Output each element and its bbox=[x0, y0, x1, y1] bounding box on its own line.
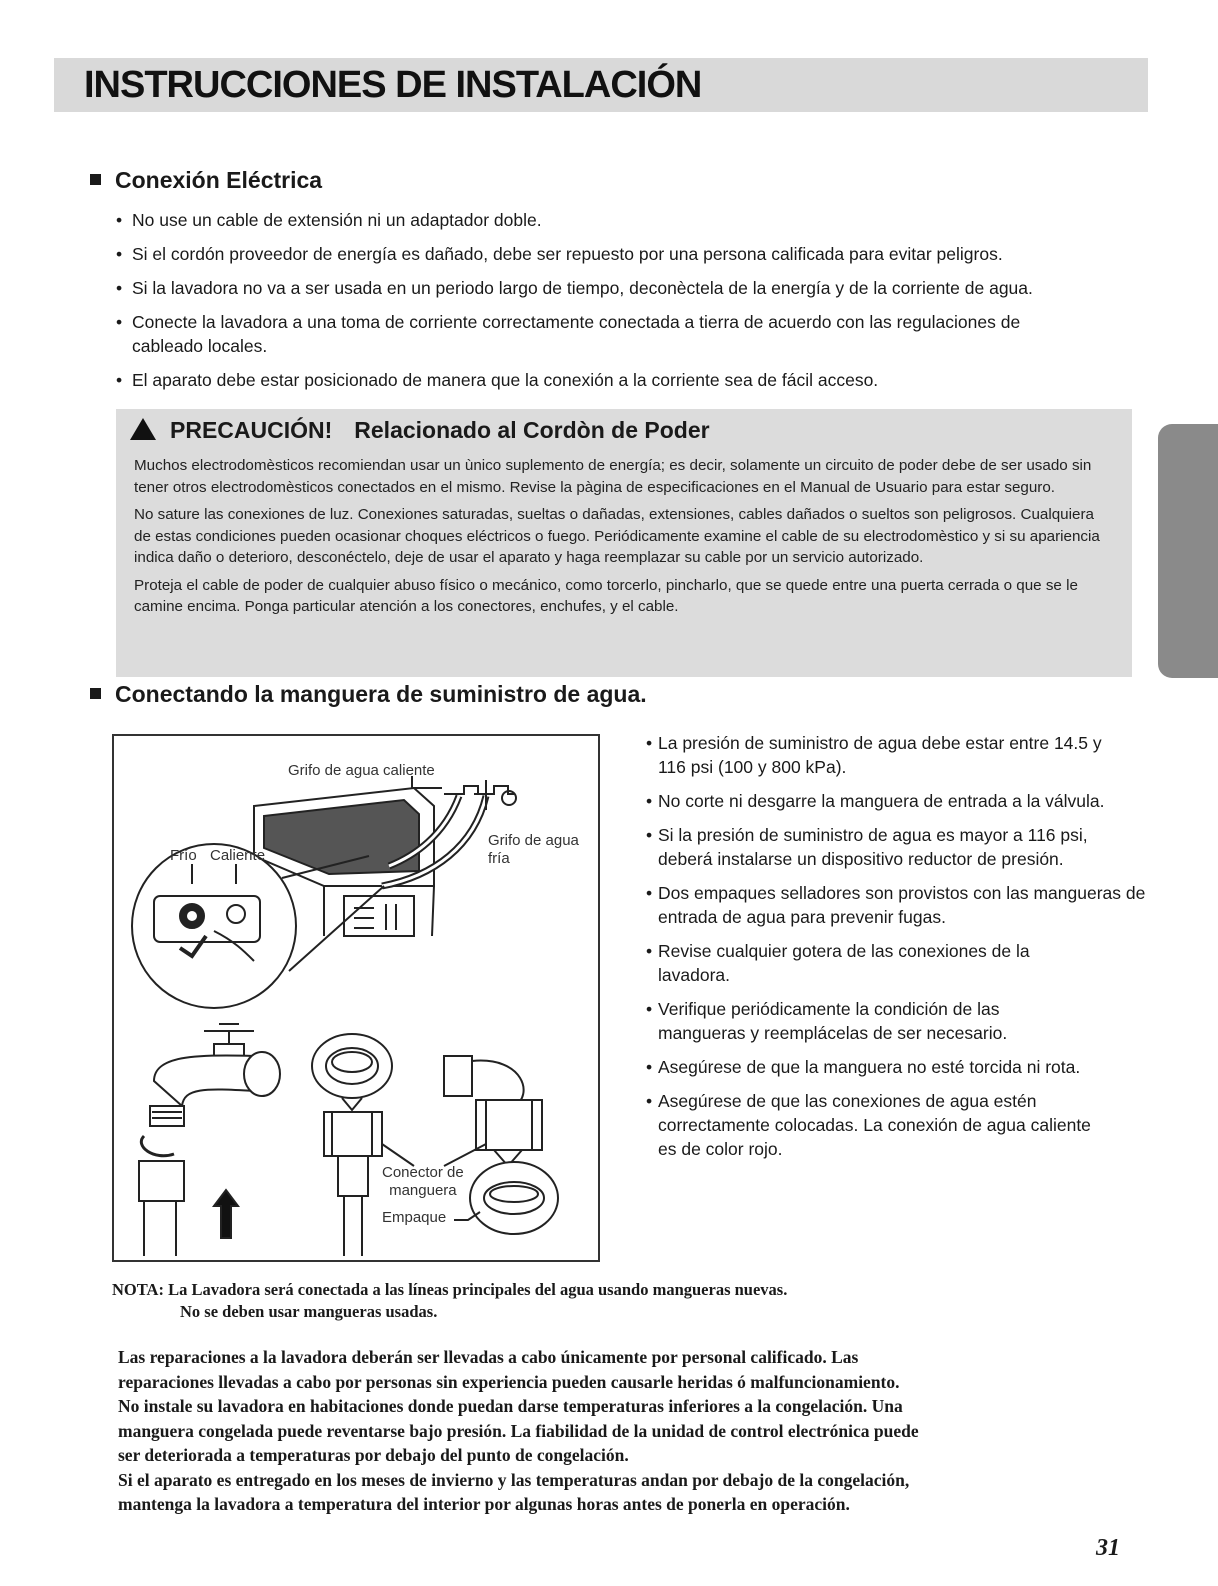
note-line: NOTA: La Lavadora será conectada a las líneas principales del agua usando mangueras nuevas. bbox=[112, 1280, 788, 1299]
list-item: • Conecte la lavadora a una toma de corriente correctamente conectada a tierra de acuerdo con las regulaciones de cableado locales. bbox=[116, 310, 1022, 358]
list-item: • Asegúrese de que la manguera no esté torcida ni rota. bbox=[646, 1055, 1088, 1079]
note-line: No se deben usar mangueras usadas. bbox=[180, 1302, 438, 1321]
section-heading-water: Conectando la manguera de suministro de agua. bbox=[90, 681, 647, 708]
section-heading-electrical: Conexión Eléctrica bbox=[90, 167, 322, 194]
label-cold: Frío bbox=[170, 847, 197, 864]
warning-triangle-icon bbox=[130, 418, 156, 440]
caution-title: PRECAUCIÓN! Relacionado al Cordòn de Poder bbox=[130, 417, 710, 444]
note bbox=[112, 1279, 787, 1323]
repairs-line: manguera congelada puede reventarse bajo presión. La fiabilidad de la unidad de control electrónica puede bbox=[118, 1420, 919, 1441]
caution-text bbox=[134, 455, 1104, 624]
electrical-bullet-list bbox=[116, 208, 1176, 402]
repairs-line: reparaciones llevadas a cabo por personas sin experiencia pueden causarle heridas ó malfuncionamiento. bbox=[118, 1371, 900, 1392]
list-item: • Asegúrese de que las conexiones de agua estén correctamente colocadas. La conexión de agua caliente es de color rojo. bbox=[646, 1089, 1108, 1161]
repairs-warning bbox=[118, 1345, 1078, 1517]
label-cold-tap: Grifo de agua fría bbox=[488, 832, 579, 867]
label-hot-tap: Grifo de agua caliente bbox=[288, 762, 435, 779]
list-item: • Dos empaques selladores son provistos con las mangueras de entrada de agua para prevenir fugas. bbox=[646, 881, 1146, 929]
water-connection-figure bbox=[112, 734, 600, 1262]
page-title: INSTRUCCIONES DE INSTALACIÓN bbox=[84, 64, 702, 106]
list-item: • La presión de suministro de agua debe estar entre 14.5 y 116 psi (100 y 800 kPa). bbox=[646, 731, 1118, 779]
label-gasket: Empaque bbox=[382, 1209, 447, 1226]
repairs-line: Si el aparato es entregado en los meses de invierno y las temperaturas andan por debajo de la congelación, bbox=[118, 1469, 910, 1490]
repairs-line: mantenga la lavadora a temperatura del interior por algunas horas antes de ponerla en operación. bbox=[118, 1494, 850, 1514]
label-hose-connector: Conector de manguera bbox=[382, 1164, 464, 1199]
repairs-line: ser deteriorada a temperaturas por debajo del punto de congelación. bbox=[118, 1445, 629, 1465]
list-item: • Si el cordón proveedor de energía es dañado, debe ser repuesto por una persona calificada para evitar peligros. bbox=[116, 242, 1176, 266]
chapter-side-tab bbox=[1158, 424, 1218, 678]
caution-paragraph: Muchos electrodomèsticos recomiendan usar un ùnico suplemento de energía; es decir, solamente un circuito de poder debe de ser usado sin tener otros electrodomèsticos conectados en el mismo. Revise la pàgina de especificaciones en el Manual de Usuario para estar seguro. bbox=[134, 457, 1092, 496]
list-item: • No use un cable de extensión ni un adaptador doble. bbox=[116, 208, 1176, 232]
list-item: • Si la presión de suministro de agua es mayor a 116 psi, deberá instalarse un dispositivo reductor de presión. bbox=[646, 823, 1088, 871]
page-number: 31 bbox=[1096, 1535, 1120, 1561]
repairs-line: Las reparaciones a la lavadora deberán ser llevadas a cabo únicamente por personal calificado. Las bbox=[118, 1347, 859, 1367]
caution-paragraph: Proteja el cable de poder de cualquier abuso físico o mecánico, como torcerlo, pincharlo, que se quede entre una puerta cerrada o que se le camine encima. Ponga particular atención a los conectores, enchufes, y el cable. bbox=[134, 576, 1078, 615]
label-hot: Caliente bbox=[210, 847, 266, 864]
square-bullet-icon bbox=[90, 688, 101, 699]
water-bullet-list bbox=[646, 731, 1146, 1171]
caution-paragraph: No sature las conexiones de luz. Conexiones saturadas, sueltas o dañadas, extensiones, cables dañados o sueltos son peligrosos. Cualquiera de estas condiciones pueden ocasionar choques eléctricos o fuego. Periódicamente examine el cable de su electrodomèstico y si su apariencia indica daño o deterioro, desconéctelo, deje de usar el aparato y haga reemplazar su cable por un servicio autorizado. bbox=[134, 506, 1100, 566]
list-item: • Verifique periódicamente la condición de las mangueras y reemplácelas de ser necesario. bbox=[646, 997, 1088, 1045]
repairs-line: No instale su lavadora en habitaciones donde puedan darse temperaturas inferiores a la congelación. Una bbox=[118, 1396, 903, 1416]
square-bullet-icon bbox=[90, 174, 101, 185]
list-item: • El aparato debe estar posicionado de manera que la conexión a la corriente sea de fácil acceso. bbox=[116, 368, 1176, 392]
list-item: • No corte ni desgarre la manguera de entrada a la válvula. bbox=[646, 789, 1108, 813]
list-item: • Si la lavadora no va a ser usada en un periodo largo de tiempo, deconèctela de la energía y de la corriente de agua. bbox=[116, 276, 1176, 300]
list-item: • Revise cualquier gotera de las conexiones de la lavadora. bbox=[646, 939, 1098, 987]
water-connection-illustration bbox=[114, 736, 598, 1260]
